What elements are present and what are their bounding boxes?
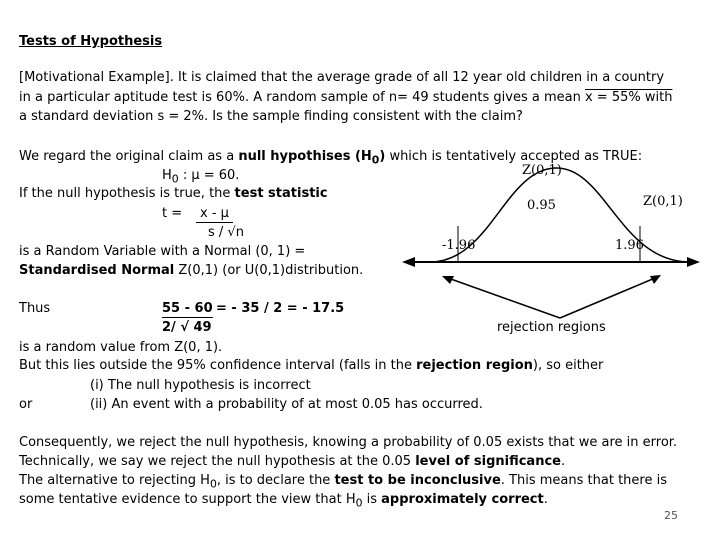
conclusion-2-pre: Technically, we say we reject the null hypothesis at the 0.05	[19, 454, 412, 469]
thus-numerator: 55 - 60	[162, 301, 213, 316]
conclusion-3-pre: The alternative to rejecting H	[19, 473, 210, 488]
conclusion-4-pre: some tentative evidence to support the view that H	[19, 492, 356, 507]
t-formula-denominator: s / √n	[208, 225, 244, 240]
option-1: (i) The null hypothesis is incorrect	[90, 378, 311, 393]
t-formula-lhs: t =	[162, 206, 183, 221]
ifnull-pre: If the null hypothesis is true, the	[19, 186, 231, 201]
or-label: or	[19, 397, 33, 412]
outside-pre: But this lies outside the 95% confidence interval (falls in the	[19, 358, 412, 373]
thus-label: Thus	[19, 301, 51, 316]
axis-left-arrow	[402, 257, 415, 267]
conclusion-4-sub: 0	[355, 496, 363, 510]
outside-post: ), so either	[532, 358, 604, 373]
conclusion-4-mid: is	[366, 492, 378, 507]
h0-label: H	[162, 168, 172, 183]
sample-mean-value: x = 55% with	[584, 90, 673, 105]
z-label-right: Z(0,1)	[643, 194, 683, 209]
h0-rest: : μ = 60.	[182, 168, 240, 183]
rejection-arrow-right	[560, 278, 655, 318]
conclusion-3-mid: , is to declare the	[216, 473, 331, 488]
standard-normal-term: Standardised Normal	[19, 263, 175, 278]
page-title: Tests of Hypothesis	[19, 34, 163, 49]
thus-denominator: 2/ √ 49	[162, 320, 212, 335]
outside-line	[19, 358, 603, 374]
test-statistic-term: test statistic	[234, 186, 328, 201]
random-value-line: is a random value from Z(0, 1).	[19, 340, 223, 355]
left-critical-value: -1.96	[442, 238, 476, 253]
conclusion-3-post: . This means that there is	[500, 473, 667, 488]
regard-pre: We regard the original claim as a	[19, 149, 235, 164]
conclusion-line-1: Consequently, we reject the null hypothesis, knowing a probability of 0.05 exists that we are in error.	[19, 435, 678, 450]
page-number: 25	[664, 509, 678, 522]
rejection-arrow-left	[448, 278, 560, 318]
right-critical-value: 1.96	[615, 238, 644, 253]
h0-sub: 0	[171, 172, 179, 186]
random-variable-line: is a Random Variable with a Normal (0, 1) =	[19, 244, 306, 259]
inconclusive-term: test to be inconclusive	[334, 473, 501, 488]
conclusion-line-4	[19, 492, 548, 512]
conclusion-line-3	[19, 473, 667, 493]
probability-label: 0.95	[527, 198, 556, 213]
conclusion-4-post: .	[543, 492, 548, 507]
option-2: (ii) An event with a probability of at most 0.05 has occurred.	[90, 397, 483, 412]
regard-post: which is tentatively accepted as TRUE:	[389, 149, 643, 164]
thus-result: = - 35 / 2 = - 17.5	[216, 301, 345, 316]
conclusion-line-2	[19, 454, 565, 470]
motivation-line-2-text: in a particular aptitude test is 60%. A random sample of n= 49 students gives a mean	[19, 90, 581, 105]
standard-normal-rest: Z(0,1) (or U(0,1)distribution.	[178, 263, 364, 278]
rejection-regions-label: rejection regions	[497, 320, 606, 335]
level-of-significance-term: level of significance	[415, 454, 561, 469]
conclusion-2-post: .	[560, 454, 566, 469]
t-formula-numerator: x - μ	[196, 206, 233, 223]
motivation-line-3: a standard deviation s = 2%. Is the sample finding consistent with the claim?	[19, 109, 523, 124]
motivation-line-1: [Motivational Example]. It is claimed that the average grade of all 12 year old children in a country	[19, 70, 665, 85]
null-hyp-end: )	[379, 149, 386, 164]
null-hyp-sub: 0	[371, 153, 380, 167]
rejection-region-term: rejection region	[416, 358, 533, 373]
conclusion-3-sub: 0	[209, 477, 217, 491]
z-label-top: Z(0,1)	[522, 163, 562, 178]
null-hyp-text: null hypothises (H	[238, 149, 372, 164]
axis-right-arrow	[687, 257, 700, 267]
approximately-correct-term: approximately correct	[381, 492, 544, 507]
